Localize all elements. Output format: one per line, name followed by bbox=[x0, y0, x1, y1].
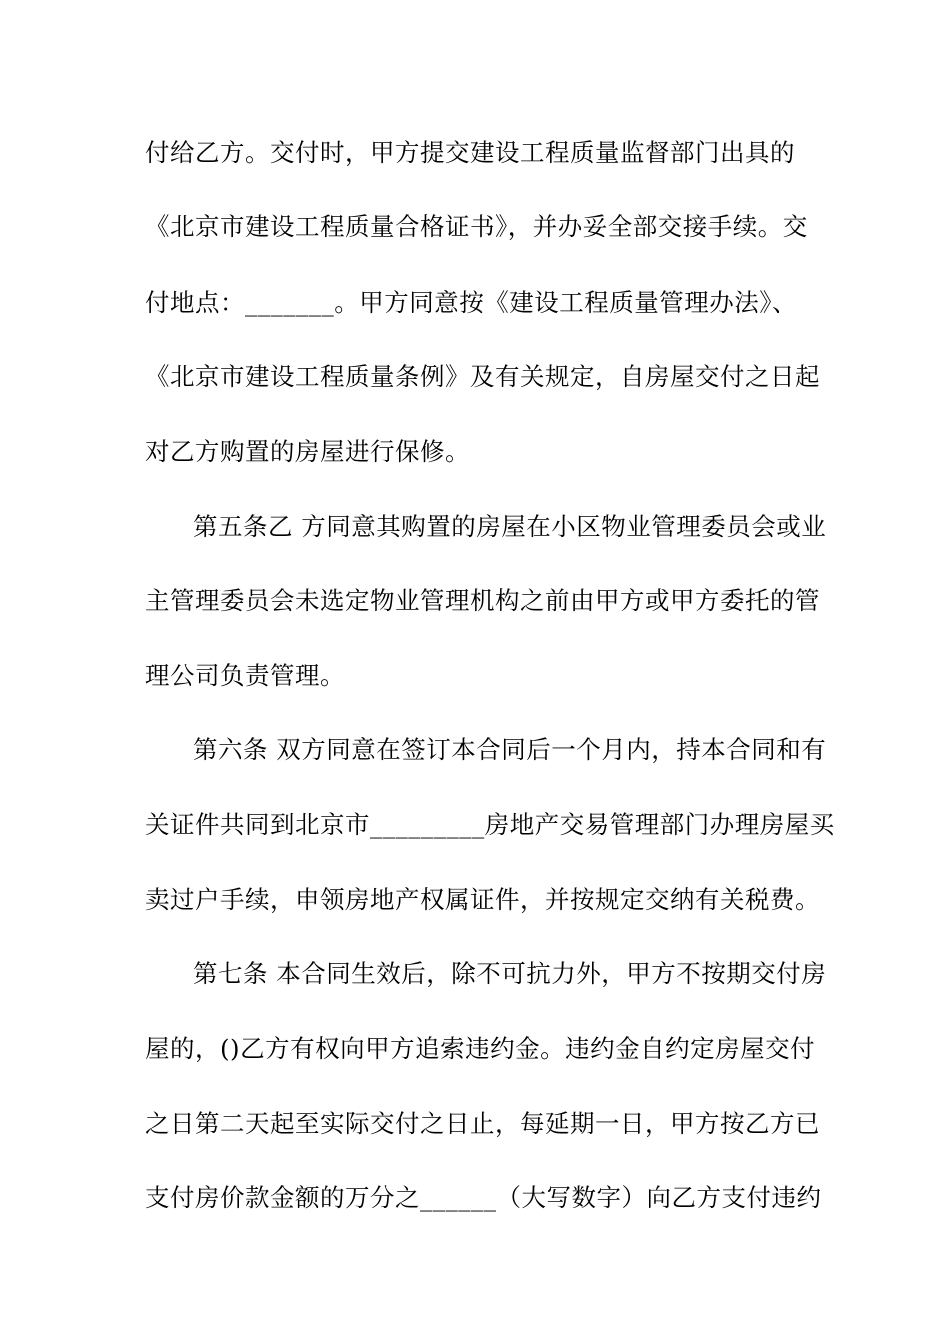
text-line: 付给乙方。交付时，甲方提交建设工程质量监督部门出具的 bbox=[145, 138, 795, 167]
text-line: 《北京市建设工程质量合格证书》，并办妥全部交接手续。交 bbox=[145, 212, 808, 241]
text-line: 卖过户手续，申领房地产权属证件，并按规定交纳有关税费。 bbox=[145, 885, 820, 914]
text-line: 之日第二天起至实际交付之日止，每延期一日，甲方按乙方已 bbox=[145, 1109, 820, 1138]
text-line: 主管理委员会未选定物业管理机构之前由甲方或甲方委托的管 bbox=[145, 586, 820, 615]
text-line: 关证件共同到北京市_________房地产交易管理部门办理房屋买 bbox=[145, 810, 835, 839]
paragraph-first-line: 第七条 本合同生效后，除不可抗力外，甲方不按期交付房 bbox=[193, 959, 827, 988]
paragraph-first-line: 第六条 双方同意在签订本合同后一个月内，持本合同和有 bbox=[193, 735, 827, 764]
text-line: 屋的，()乙方有权向甲方追索违约金。违约金自约定房屋交付 bbox=[145, 1034, 816, 1063]
text-line: 理公司负责管理。 bbox=[145, 661, 345, 690]
text-line: 《北京市建设工程质量条例》及有关规定，自房屋交付之日起 bbox=[145, 362, 820, 391]
text-line: 付地点：_______。甲方同意按《建设工程质量管理办法》、 bbox=[145, 288, 797, 317]
paragraph-first-line: 第五条乙 方同意其购置的房屋在小区物业管理委员会或业 bbox=[193, 512, 827, 541]
text-line: 对乙方购置的房屋进行保修。 bbox=[145, 437, 470, 466]
text-line: 支付房价款金额的万分之______（大写数字）向乙方支付违约 bbox=[145, 1183, 822, 1212]
